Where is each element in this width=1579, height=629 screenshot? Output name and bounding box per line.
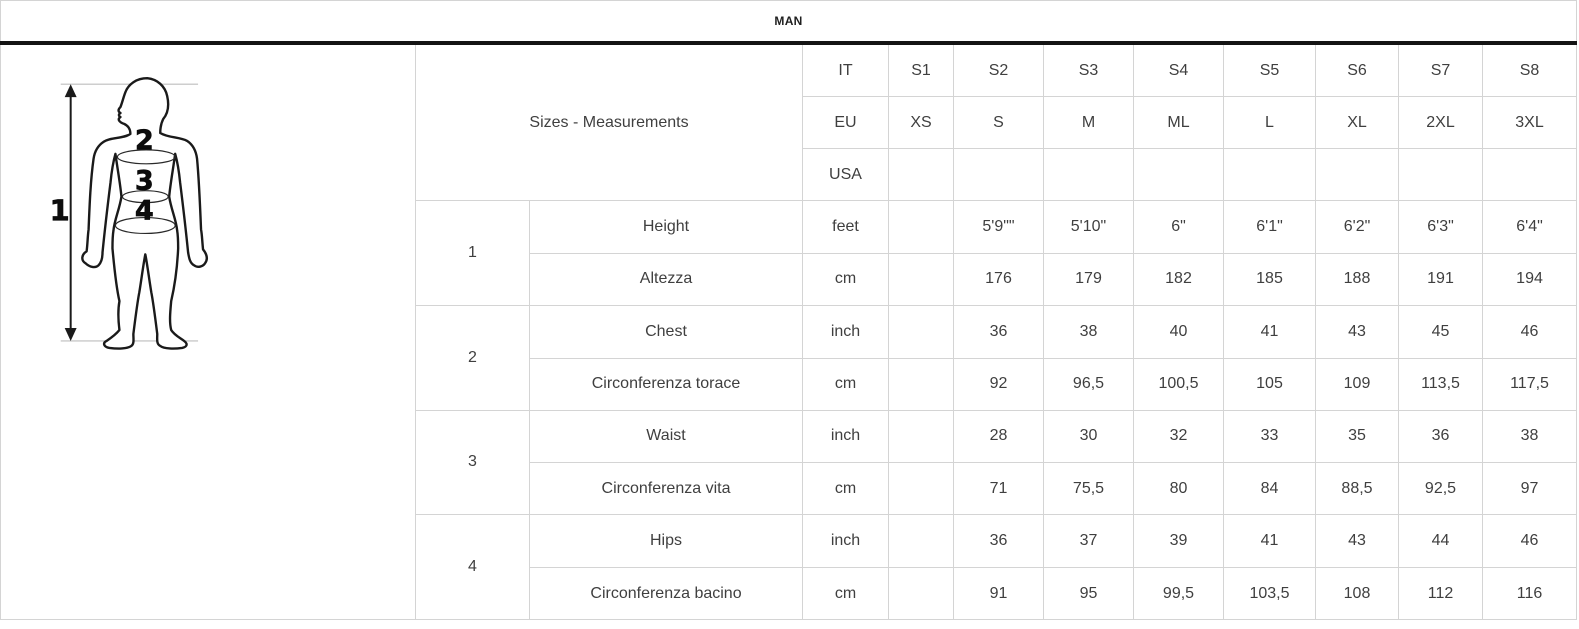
value-cell: 96,5 — [1044, 358, 1134, 410]
region-label-usa: USA — [803, 149, 889, 201]
size-col-header-s3: S3 — [1044, 43, 1134, 97]
size-eu-s: S — [954, 97, 1044, 149]
measurement-label: Chest — [530, 305, 803, 358]
value-cell: 182 — [1134, 253, 1224, 305]
value-cell: 185 — [1224, 253, 1316, 305]
value-cell: 105 — [1224, 358, 1316, 410]
figure-label-hips: 4 — [134, 195, 154, 227]
figure-label-chest: 2 — [134, 124, 154, 156]
value-cell: 36 — [954, 305, 1044, 358]
size-eu-m: M — [1044, 97, 1134, 149]
value-cell: 40 — [1134, 305, 1224, 358]
measurement-unit: cm — [803, 568, 889, 620]
measurement-label: Circonferenza torace — [530, 358, 803, 410]
value-cell: 84 — [1224, 463, 1316, 515]
value-cell: 43 — [1316, 515, 1399, 568]
value-cell — [889, 253, 954, 305]
value-cell: 191 — [1399, 253, 1483, 305]
value-cell — [889, 201, 954, 254]
size-eu-ml: ML — [1134, 97, 1224, 149]
value-cell — [889, 568, 954, 620]
value-cell: 108 — [1316, 568, 1399, 620]
value-cell: 43 — [1316, 305, 1399, 358]
size-usa-cell — [1399, 149, 1483, 201]
value-cell — [889, 515, 954, 568]
value-cell: 37 — [1044, 515, 1134, 568]
measurement-label: Altezza — [530, 253, 803, 305]
measurement-number-3: 3 — [416, 410, 530, 515]
measurement-unit: inch — [803, 410, 889, 463]
measurement-label: Waist — [530, 410, 803, 463]
size-eu-xl: XL — [1316, 97, 1399, 149]
value-cell: 46 — [1483, 515, 1577, 568]
value-cell: 41 — [1224, 305, 1316, 358]
measurement-number-4: 4 — [416, 515, 530, 620]
figure-label-waist: 3 — [134, 165, 154, 197]
measurement-label: Circonferenza bacino — [530, 568, 803, 620]
measurement-unit: inch — [803, 515, 889, 568]
size-eu-2xl: 2XL — [1399, 97, 1483, 149]
measurement-label: Circonferenza vita — [530, 463, 803, 515]
value-cell: 45 — [1399, 305, 1483, 358]
body-figure-illustration — [3, 45, 416, 614]
size-col-header-s6: S6 — [1316, 43, 1399, 97]
measurement-label: Hips — [530, 515, 803, 568]
value-cell: 36 — [954, 515, 1044, 568]
value-cell: 38 — [1483, 410, 1577, 463]
corner-label: Sizes - Measurements — [416, 43, 803, 201]
measurement-unit: feet — [803, 201, 889, 254]
value-cell: 112 — [1399, 568, 1483, 620]
size-usa-cell — [1483, 149, 1577, 201]
value-cell: 92 — [954, 358, 1044, 410]
value-cell: 116 — [1483, 568, 1577, 620]
size-col-header-s5: S5 — [1224, 43, 1316, 97]
value-cell: 6'4" — [1483, 201, 1577, 254]
value-cell: 5'9"" — [954, 201, 1044, 254]
value-cell — [889, 358, 954, 410]
value-cell: 6'3" — [1399, 201, 1483, 254]
measurement-unit: cm — [803, 463, 889, 515]
value-cell: 41 — [1224, 515, 1316, 568]
measurement-label: Height — [530, 201, 803, 254]
measurement-number-2: 2 — [416, 305, 530, 410]
value-cell: 6" — [1134, 201, 1224, 254]
value-cell: 75,5 — [1044, 463, 1134, 515]
value-cell: 188 — [1316, 253, 1399, 305]
value-cell: 80 — [1134, 463, 1224, 515]
size-usa-cell — [1134, 149, 1224, 201]
body-measurement-figure — [1, 43, 416, 620]
value-cell: 36 — [1399, 410, 1483, 463]
value-cell: 95 — [1044, 568, 1134, 620]
figure-label-height: 1 — [49, 193, 70, 228]
region-label-eu: EU — [803, 97, 889, 149]
value-cell: 117,5 — [1483, 358, 1577, 410]
value-cell: 5'10" — [1044, 201, 1134, 254]
value-cell: 71 — [954, 463, 1044, 515]
value-cell: 113,5 — [1399, 358, 1483, 410]
size-usa-cell — [954, 149, 1044, 201]
size-usa-cell — [1224, 149, 1316, 201]
value-cell — [889, 410, 954, 463]
value-cell: 88,5 — [1316, 463, 1399, 515]
value-cell: 97 — [1483, 463, 1577, 515]
value-cell: 6'2" — [1316, 201, 1399, 254]
value-cell: 38 — [1044, 305, 1134, 358]
size-usa-cell — [889, 149, 954, 201]
value-cell: 39 — [1134, 515, 1224, 568]
measurement-unit: cm — [803, 253, 889, 305]
size-eu-xs: XS — [889, 97, 954, 149]
measurement-unit: inch — [803, 305, 889, 358]
size-col-header-s7: S7 — [1399, 43, 1483, 97]
region-label-it: IT — [803, 43, 889, 97]
value-cell: 179 — [1044, 253, 1134, 305]
value-cell: 33 — [1224, 410, 1316, 463]
measurement-number-1: 1 — [416, 201, 530, 306]
size-eu-l: L — [1224, 97, 1316, 149]
value-cell: 6'1" — [1224, 201, 1316, 254]
value-cell: 194 — [1483, 253, 1577, 305]
size-eu-3xl: 3XL — [1483, 97, 1577, 149]
value-cell: 109 — [1316, 358, 1399, 410]
size-col-header-s4: S4 — [1134, 43, 1224, 97]
chart-title: MAN — [1, 1, 1577, 44]
value-cell: 99,5 — [1134, 568, 1224, 620]
size-usa-cell — [1044, 149, 1134, 201]
value-cell: 28 — [954, 410, 1044, 463]
value-cell: 100,5 — [1134, 358, 1224, 410]
value-cell: 44 — [1399, 515, 1483, 568]
value-cell — [889, 463, 954, 515]
measurement-unit: cm — [803, 358, 889, 410]
size-col-header-s1: S1 — [889, 43, 954, 97]
value-cell: 176 — [954, 253, 1044, 305]
size-usa-cell — [1316, 149, 1399, 201]
value-cell: 30 — [1044, 410, 1134, 463]
value-cell: 103,5 — [1224, 568, 1316, 620]
value-cell: 91 — [954, 568, 1044, 620]
size-col-header-s2: S2 — [954, 43, 1044, 97]
value-cell: 46 — [1483, 305, 1577, 358]
value-cell — [889, 305, 954, 358]
size-col-header-s8: S8 — [1483, 43, 1577, 97]
value-cell: 92,5 — [1399, 463, 1483, 515]
value-cell: 32 — [1134, 410, 1224, 463]
value-cell: 35 — [1316, 410, 1399, 463]
